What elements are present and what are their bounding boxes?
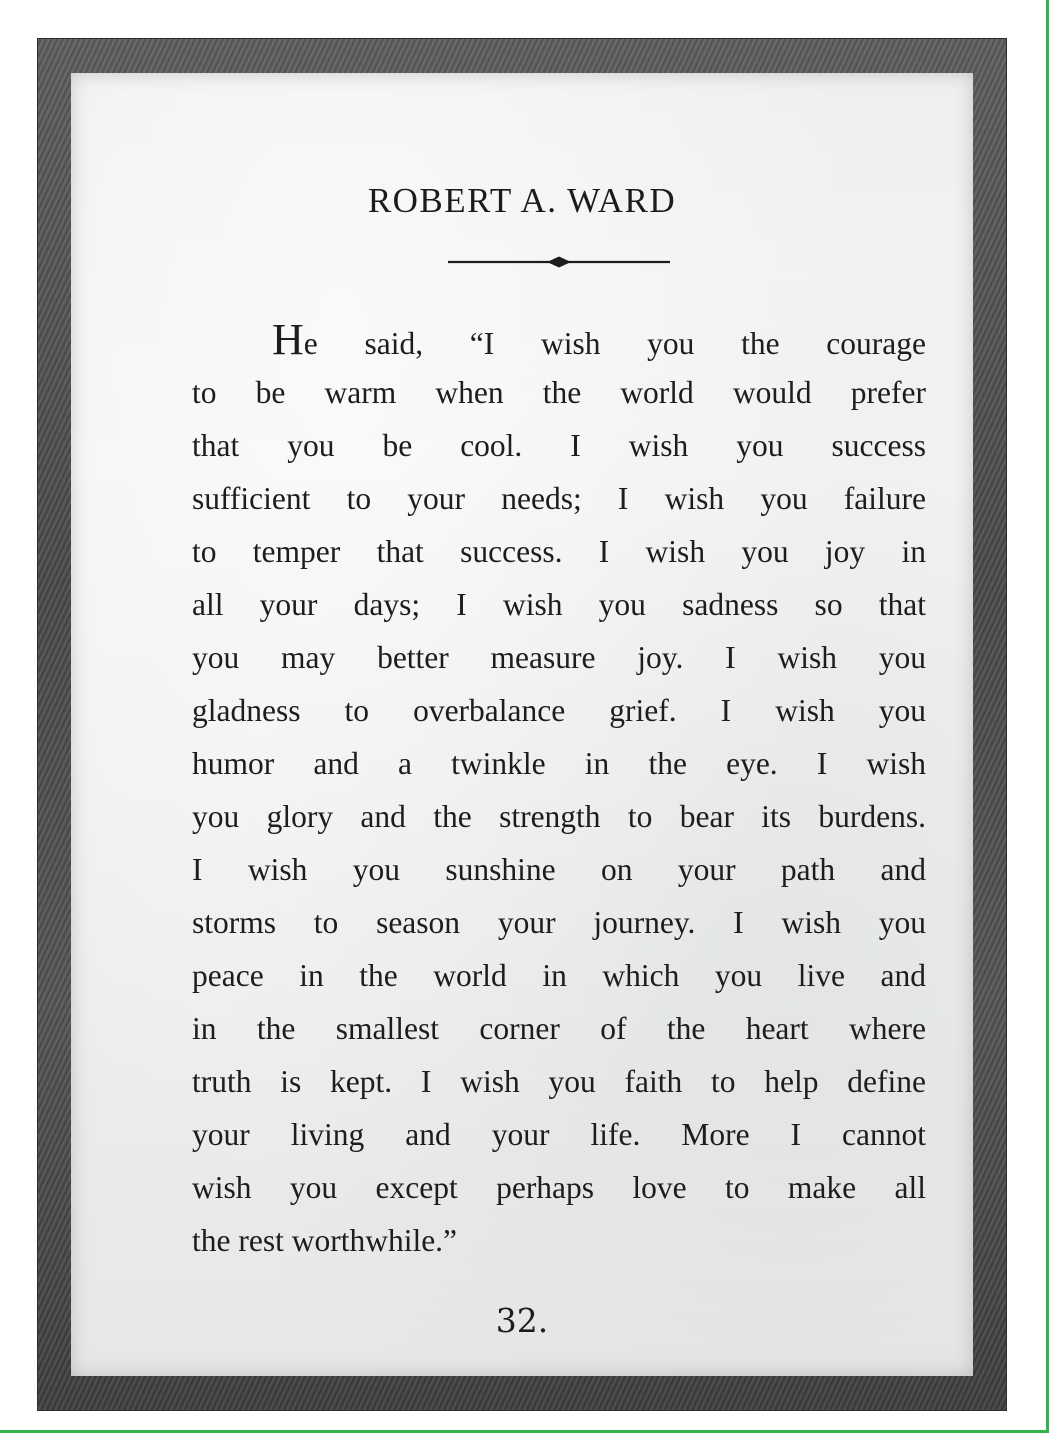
quote-line: the rest worthwhile.” — [192, 1223, 458, 1258]
quote-line: you may better measure joy. I wish you — [192, 640, 926, 675]
quote-line: your living and your life. More I cannot — [192, 1117, 926, 1152]
quote-line: you glory and the strength to bear its burdens. — [192, 799, 926, 834]
quote-line: sufficient to your needs; I wish you failure — [192, 481, 926, 516]
quote-line: I wish you sunshine on your path and — [192, 852, 926, 887]
quote-line: gladness to overbalance grief. I wish you — [192, 693, 926, 728]
drop-cap: H — [272, 315, 304, 364]
quote-line — [192, 313, 926, 366]
quote-line: that you be cool. I wish you success — [192, 428, 926, 463]
quote-line: storms to season your journey. I wish you — [192, 905, 926, 940]
quote-line: wish you except perhaps love to make all — [192, 1170, 926, 1205]
quote-line: peace in the world in which you live and — [192, 958, 926, 993]
author-name: ROBERT A. WARD — [367, 181, 677, 220]
divider-ornament — [448, 255, 670, 269]
page-number: 32. — [495, 1301, 549, 1340]
quote-line: humor and a twinkle in the eye. I wish — [192, 746, 926, 781]
wooden-frame — [37, 38, 1007, 1411]
quote-line: truth is kept. I wish you faith to help define — [192, 1064, 926, 1099]
quote-line: to temper that success. I wish you joy in — [192, 534, 926, 569]
poster-canvas — [71, 73, 973, 1376]
quote-line: all your days; I wish you sadness so that — [192, 587, 926, 622]
quote-line-text: e said, “I wish you the courage — [303, 326, 926, 361]
quote-line: in the smallest corner of the heart where — [192, 1011, 926, 1046]
quote-line: to be warm when the world would prefer — [192, 375, 926, 410]
quote-text — [192, 313, 926, 1267]
